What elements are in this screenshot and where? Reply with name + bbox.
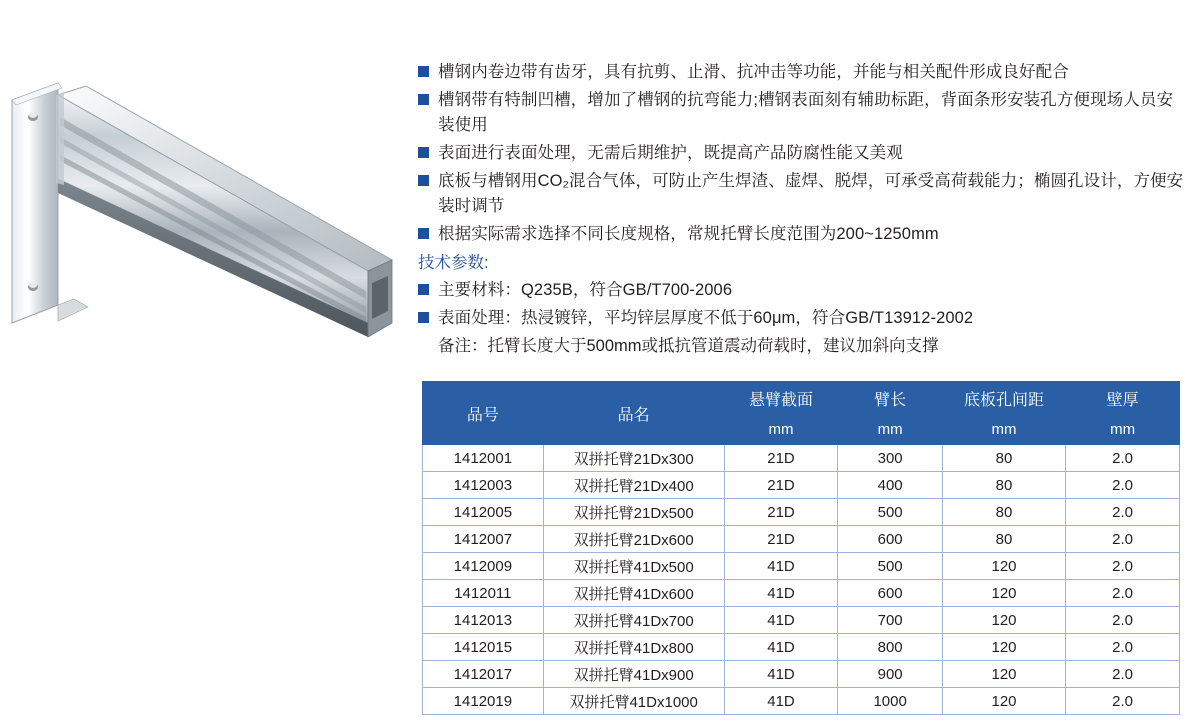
- col-header-name: 品名: [543, 382, 724, 445]
- feature-text: 表面进行表面处理，无需后期维护，既提高产品防腐性能又美观: [438, 144, 903, 162]
- cell-thickness: 2.0: [1066, 445, 1180, 472]
- tech-param-text: 表面处理：热浸镀锌，平均锌层厚度不低于60μm，符合GB/T13912-2002: [438, 309, 974, 327]
- cell-holespacing: 80: [942, 499, 1065, 526]
- table-body: [423, 445, 1180, 715]
- product-image: [0, 55, 400, 375]
- cell-code: 1412011: [423, 580, 544, 607]
- cell-section: 21D: [724, 526, 838, 553]
- cell-name: 双拼托臂41Dx1000: [543, 688, 724, 715]
- cell-thickness: 2.0: [1066, 607, 1180, 634]
- bullet-square-icon: [418, 228, 429, 239]
- list-item: [418, 141, 1188, 166]
- unit-armlength: mm: [838, 415, 942, 445]
- cell-section: 21D: [724, 472, 838, 499]
- table-row: [423, 499, 1180, 526]
- table-row: [423, 580, 1180, 607]
- cell-name: 双拼托臂21Dx300: [543, 445, 724, 472]
- list-item: [418, 222, 1188, 247]
- table-row: [423, 661, 1180, 688]
- cell-name: 双拼托臂41Dx800: [543, 634, 724, 661]
- cell-holespacing: 80: [942, 526, 1065, 553]
- feature-text: 槽钢内卷边带有齿牙，具有抗剪、止滑、抗冲击等功能，并能与相关配件形成良好配合: [438, 63, 1069, 81]
- cell-name: 双拼托臂41Dx500: [543, 553, 724, 580]
- tech-params-heading: 技术参数:: [418, 254, 489, 272]
- feature-text: 底板与槽钢用CO₂混合气体，可防止产生焊渣、虚焊、脱焊，可承受高荷载能力；椭圆孔设计，方便安装时调节: [438, 172, 1184, 215]
- cell-armlength: 400: [838, 472, 942, 499]
- unit-thickness: mm: [1066, 415, 1180, 445]
- cell-armlength: 500: [838, 499, 942, 526]
- cell-thickness: 2.0: [1066, 634, 1180, 661]
- tech-param-text: 主要材料：Q235B，符合GB/T700-2006: [438, 281, 733, 299]
- cell-holespacing: 80: [942, 445, 1065, 472]
- cell-section: 41D: [724, 634, 838, 661]
- tech-params-note: 备注：托臂长度大于500mm或抵抗管道震动荷载时，建议加斜向支撑: [438, 337, 939, 355]
- table-row: [423, 634, 1180, 661]
- table-row: [423, 553, 1180, 580]
- cell-thickness: 2.0: [1066, 526, 1180, 553]
- cell-code: 1412005: [423, 499, 544, 526]
- cell-name: 双拼托臂21Dx400: [543, 472, 724, 499]
- cell-armlength: 1000: [838, 688, 942, 715]
- description-block: [418, 60, 1188, 359]
- cell-section: 41D: [724, 688, 838, 715]
- table-row: [423, 607, 1180, 634]
- cell-code: 1412015: [423, 634, 544, 661]
- bullet-square-icon: [418, 284, 429, 295]
- cell-section: 21D: [724, 499, 838, 526]
- table-row: [423, 472, 1180, 499]
- cell-thickness: 2.0: [1066, 688, 1180, 715]
- cell-holespacing: 120: [942, 688, 1065, 715]
- col-header-armlength: 臂长: [838, 382, 942, 415]
- cell-name: 双拼托臂41Dx600: [543, 580, 724, 607]
- bullet-square-icon: [418, 175, 429, 186]
- list-item: [418, 278, 1188, 303]
- cell-section: 41D: [724, 661, 838, 688]
- cell-holespacing: 120: [942, 553, 1065, 580]
- cell-holespacing: 120: [942, 634, 1065, 661]
- table-row: [423, 688, 1180, 715]
- cell-armlength: 600: [838, 580, 942, 607]
- cell-name: 双拼托臂21Dx600: [543, 526, 724, 553]
- cell-section: 41D: [724, 580, 838, 607]
- col-header-code: 品号: [423, 382, 544, 445]
- cell-armlength: 500: [838, 553, 942, 580]
- cell-section: 41D: [724, 553, 838, 580]
- list-item: [418, 88, 1188, 138]
- cell-thickness: 2.0: [1066, 553, 1180, 580]
- cell-armlength: 700: [838, 607, 942, 634]
- table-row: [423, 445, 1180, 472]
- unit-holespacing: mm: [942, 415, 1065, 445]
- spec-table: [422, 381, 1180, 715]
- cell-armlength: 300: [838, 445, 942, 472]
- cell-name: 双拼托臂41Dx900: [543, 661, 724, 688]
- cell-code: 1412007: [423, 526, 544, 553]
- cell-code: 1412001: [423, 445, 544, 472]
- bullet-square-icon: [418, 312, 429, 323]
- spec-table-container: [422, 381, 1180, 715]
- cell-armlength: 600: [838, 526, 942, 553]
- list-item: [418, 306, 1188, 331]
- unit-section: mm: [724, 415, 838, 445]
- col-header-holespacing: 底板孔间距: [942, 382, 1065, 415]
- cell-code: 1412019: [423, 688, 544, 715]
- tech-params-list: [418, 278, 1188, 331]
- table-row: [423, 526, 1180, 553]
- cell-holespacing: 120: [942, 580, 1065, 607]
- cell-armlength: 900: [838, 661, 942, 688]
- bullet-square-icon: [418, 147, 429, 158]
- feature-list: [418, 60, 1188, 247]
- cell-code: 1412017: [423, 661, 544, 688]
- cell-thickness: 2.0: [1066, 472, 1180, 499]
- cell-name: 双拼托臂41Dx700: [543, 607, 724, 634]
- cell-section: 21D: [724, 445, 838, 472]
- col-header-thickness: 壁厚: [1066, 382, 1180, 415]
- cell-name: 双拼托臂21Dx500: [543, 499, 724, 526]
- list-item: [418, 60, 1188, 85]
- cantilever-bracket-illustration: [0, 55, 400, 375]
- bullet-square-icon: [418, 66, 429, 77]
- cell-code: 1412009: [423, 553, 544, 580]
- cell-holespacing: 80: [942, 472, 1065, 499]
- feature-text: 槽钢带有特制凹槽，增加了槽钢的抗弯能力;槽钢表面刻有辅助标距，背面条形安装孔方便现场人员安装使用: [438, 91, 1174, 134]
- cell-section: 41D: [724, 607, 838, 634]
- feature-text: 根据实际需求选择不同长度规格，常规托臂长度范围为200~1250mm: [438, 225, 939, 243]
- cell-holespacing: 120: [942, 607, 1065, 634]
- cell-code: 1412003: [423, 472, 544, 499]
- list-item: [418, 169, 1188, 219]
- cell-holespacing: 120: [942, 661, 1065, 688]
- bullet-square-icon: [418, 94, 429, 105]
- col-header-section: 悬臂截面: [724, 382, 838, 415]
- cell-code: 1412013: [423, 607, 544, 634]
- cell-thickness: 2.0: [1066, 661, 1180, 688]
- table-head: [423, 382, 1180, 445]
- cell-thickness: 2.0: [1066, 499, 1180, 526]
- table-header-row: [423, 382, 1180, 415]
- cell-armlength: 800: [838, 634, 942, 661]
- cell-thickness: 2.0: [1066, 580, 1180, 607]
